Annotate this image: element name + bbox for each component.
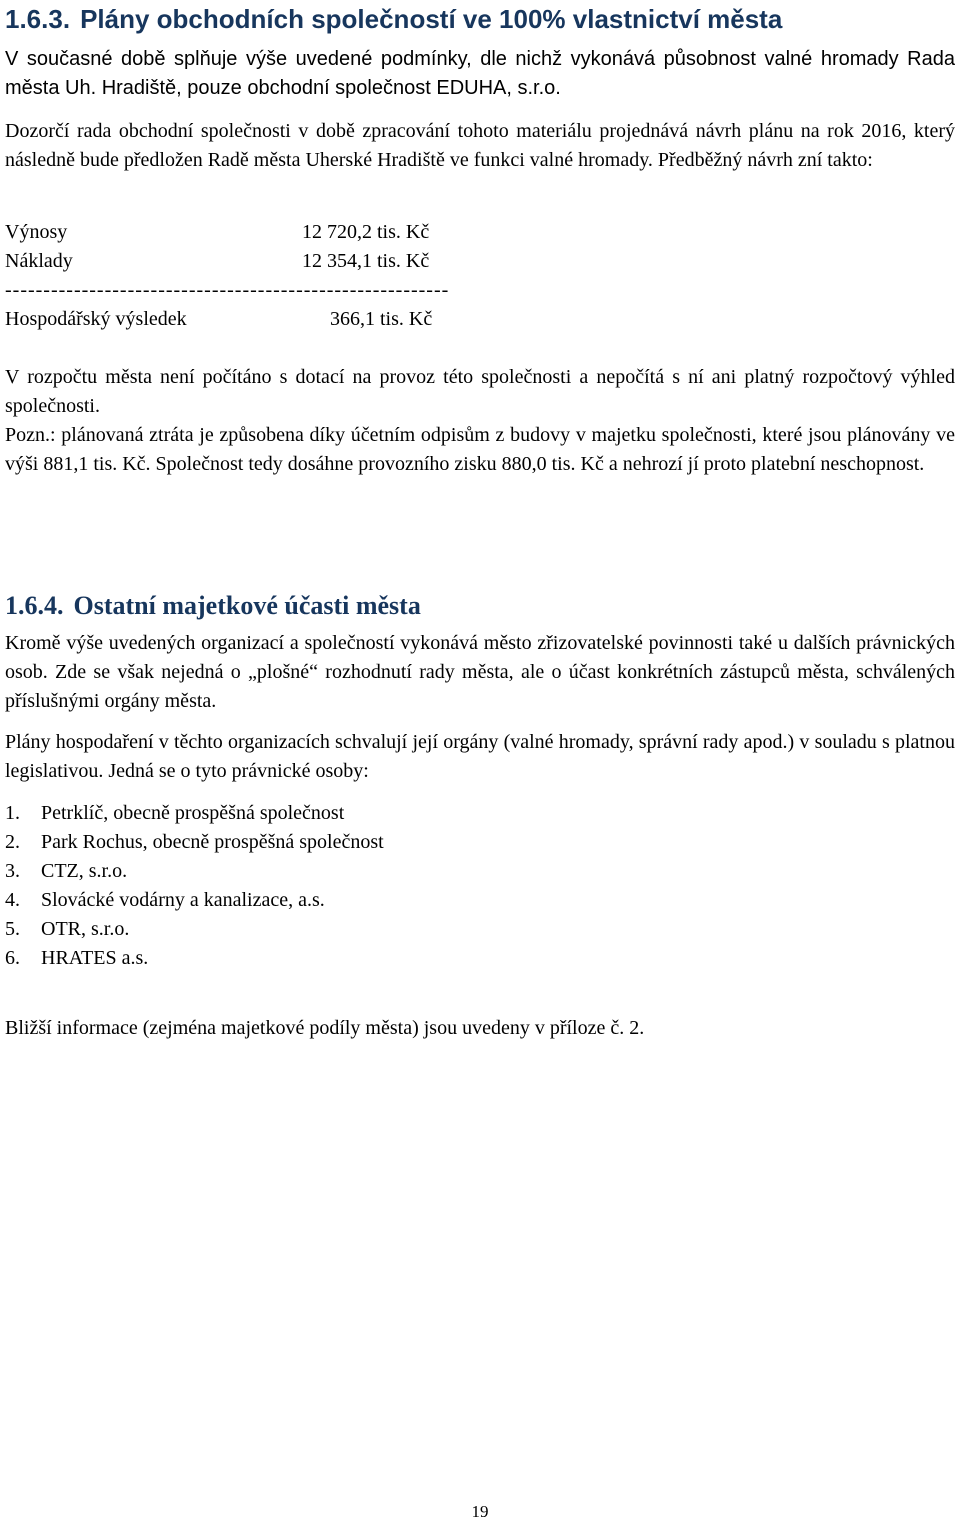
section-number: 1.6.4. <box>5 591 64 620</box>
section-heading-1-6-4 <box>5 589 421 623</box>
list-item-number: 6. <box>5 947 20 969</box>
plan-paragraph: Dozorčí rada obchodní společnosti v době zpracování tohoto materiálu projednává návrh plánu na rok 2016, který následně bude předložen Radě města Uherské Hradiště ve funkci valné hromady. Předběžný návrh zní takto: <box>5 120 955 171</box>
list-item <box>5 828 384 857</box>
list-item-name: HRATES a.s. <box>41 947 149 969</box>
list-item-name: CTZ, s.r.o. <box>41 860 128 882</box>
list-item <box>5 886 384 915</box>
list-item <box>5 944 384 973</box>
plans-paragraph: Plány hospodaření v těchto organizacích schvalují její orgány (valné hromady, správní rady apod.) v souladu s platnou legislativou. Jedná se o tyto právnické osoby: <box>5 731 955 782</box>
page-number: 19 <box>471 1502 489 1521</box>
list-item-name: Petrklíč, obecně prospěšná společnost <box>41 802 345 824</box>
result-value: 366,1 tis. Kč <box>330 308 433 330</box>
result-label: Hospodářský výsledek <box>5 308 187 330</box>
list-item-name: Park Rochus, obecně prospěšná společnost <box>41 831 384 853</box>
list-item <box>5 799 384 828</box>
costs-label: Náklady <box>5 250 73 272</box>
list-item-number: 4. <box>5 889 20 911</box>
section-heading-1-6-3 <box>5 2 782 36</box>
list-item-number: 1. <box>5 802 20 824</box>
section-number: 1.6.3. <box>5 4 71 34</box>
list-item-number: 5. <box>5 918 20 940</box>
list-item <box>5 915 384 944</box>
list-item-name: OTR, s.r.o. <box>41 918 130 940</box>
budget-paragraph: V rozpočtu města není počítáno s dotací na provoz této společnosti a nepočítá s ní ani platný rozpočtový výhled společnosti. <box>5 366 955 417</box>
revenue-value: 12 720,2 tis. Kč <box>302 221 430 243</box>
section-title: Plány obchodních společností ve 100% vlastnictví města <box>80 4 783 34</box>
list-item-number: 3. <box>5 860 20 882</box>
other-holdings-paragraph: Kromě výše uvedených organizací a společností vykonává město zřizovatelské povinnosti také u dalších právnických osob. Zde se však nejedná o „plošné“ rozhodnutí rady města, ale o účast konkrétních zástupců města, schválených příslušnými orgány města. <box>5 632 955 712</box>
costs-value: 12 354,1 tis. Kč <box>302 250 430 272</box>
entity-list <box>5 799 384 973</box>
note-paragraph: Pozn.: plánovaná ztráta je způsobena díky účetním odpisům z budovy v majetku společnosti, které jsou plánovány ve výši 881,1 tis. Kč. Společnost tedy dosáhne provozního zisku 880,0 tis. Kč a nehrozí jí proto platební neschopnost. <box>5 424 955 475</box>
list-item-number: 2. <box>5 831 20 853</box>
revenue-label: Výnosy <box>5 221 68 243</box>
more-info-paragraph: Bližší informace (zejména majetkové podíly města) jsou uvedeny v příloze č. 2. <box>5 1017 645 1039</box>
dashed-separator: ---------------------------------------------------------- <box>5 279 450 301</box>
section-title: Ostatní majetkové účasti města <box>73 591 421 620</box>
intro-paragraph: V současné době splňuje výše uvedené podmínky, dle nichž vykonává působnost valné hromady Rada města Uh. Hradiště, pouze obchodní společnost EDUHA, s.r.o. <box>5 48 955 99</box>
list-item-name: Slovácké vodárny a kanalizace, a.s. <box>41 889 325 911</box>
list-item <box>5 857 384 886</box>
financial-summary <box>5 218 565 334</box>
